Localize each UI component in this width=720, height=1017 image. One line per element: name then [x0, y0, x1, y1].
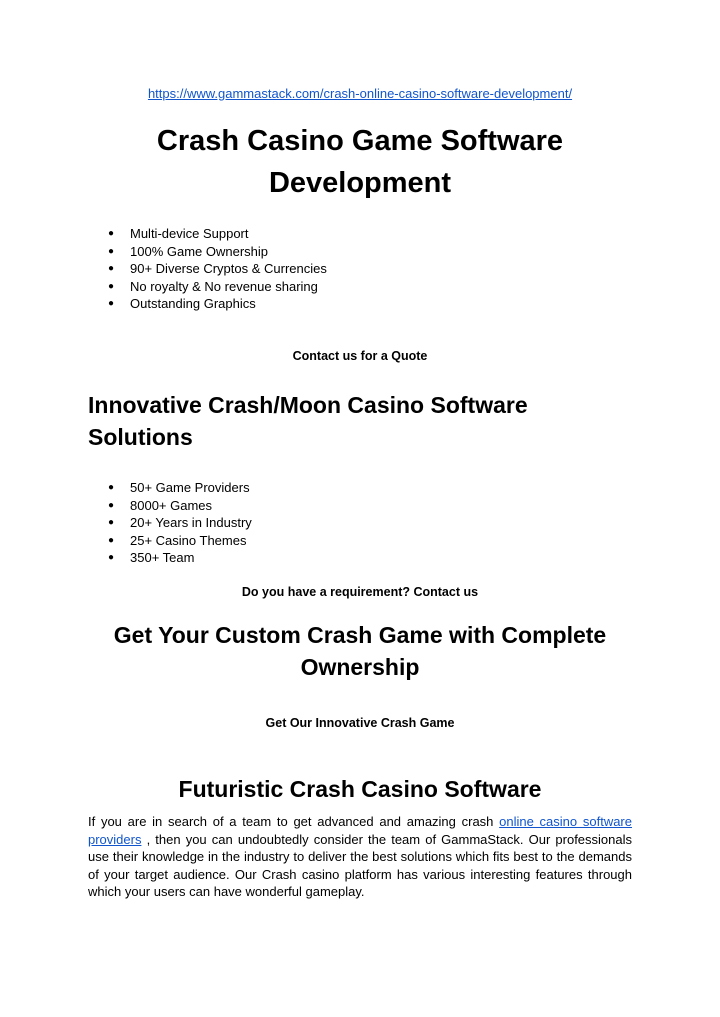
- bullet-icon: ●: [108, 298, 115, 310]
- bullet-icon: ●: [108, 552, 115, 564]
- bullet-icon: ●: [108, 280, 115, 292]
- list-item-text: 90+ Diverse Cryptos & Currencies: [130, 261, 327, 277]
- list-item: [108, 514, 252, 532]
- cta-get-game[interactable]: Get Our Innovative Crash Game: [265, 716, 455, 730]
- section-heading-futuristic: Futuristic Crash Casino Software: [178, 776, 542, 802]
- source-url-link[interactable]: https://www.gammastack.com/crash-online-casino-software-development/: [147, 86, 573, 101]
- bullet-icon: ●: [108, 228, 115, 239]
- list-item-text: No royalty & No revenue sharing: [130, 278, 318, 294]
- list-item-text: 25+ Casino Themes: [130, 532, 247, 548]
- bullet-icon: ●: [108, 499, 115, 511]
- list-item: [108, 479, 252, 497]
- stats-list: [108, 479, 252, 567]
- list-item-text: 8000+ Games: [130, 497, 213, 513]
- list-item: [108, 295, 327, 313]
- paragraph-text: If you are in search of a team to get advanced and amazing crash: [88, 814, 500, 829]
- casino-software-providers-link[interactable]: online casino software providers: [88, 814, 632, 847]
- list-item: [108, 278, 327, 296]
- source-url: [88, 86, 632, 101]
- bullet-icon: ●: [108, 517, 115, 529]
- bullet-icon: ●: [108, 245, 115, 257]
- cta-requirement[interactable]: Do you have a requirement? Contact us: [241, 585, 479, 599]
- list-item: [108, 243, 327, 261]
- list-item: [108, 225, 327, 243]
- list-item-text: 350+ Team: [130, 550, 195, 566]
- intro-paragraph: [88, 813, 632, 901]
- list-item-text: 100% Game Ownership: [130, 243, 269, 259]
- list-item: [108, 260, 327, 278]
- features-list: [108, 225, 327, 313]
- paragraph-text: , then you can undoubtedly consider the team of GammaStack. Our professionals use their knowledge in the industry to deliver the best solutions which fits best to the demands of your target audience. Our Crash casino platform has various interesting features through which your users can have wonderful gameplay.: [88, 831, 632, 900]
- list-item: [108, 497, 252, 515]
- list-item-text: Outstanding Graphics: [130, 296, 256, 312]
- bullet-icon: ●: [108, 534, 115, 546]
- list-item-text: 20+ Years in Industry: [130, 515, 252, 531]
- list-item: [108, 532, 252, 550]
- bullet-icon: ●: [108, 482, 115, 493]
- section-heading-custom-game: Get Your Custom Crash Game with Complete Ownership: [113, 622, 607, 680]
- section-heading-solutions: Innovative Crash/Moon Casino Software Solutions: [88, 392, 528, 450]
- list-item: [108, 549, 252, 567]
- list-item-text: Multi-device Support: [130, 226, 249, 241]
- page-title: Crash Casino Game Software Development: [156, 125, 564, 199]
- list-item-text: 50+ Game Providers: [130, 480, 250, 495]
- bullet-icon: ●: [108, 263, 115, 275]
- cta-quote[interactable]: Contact us for a Quote: [292, 349, 428, 363]
